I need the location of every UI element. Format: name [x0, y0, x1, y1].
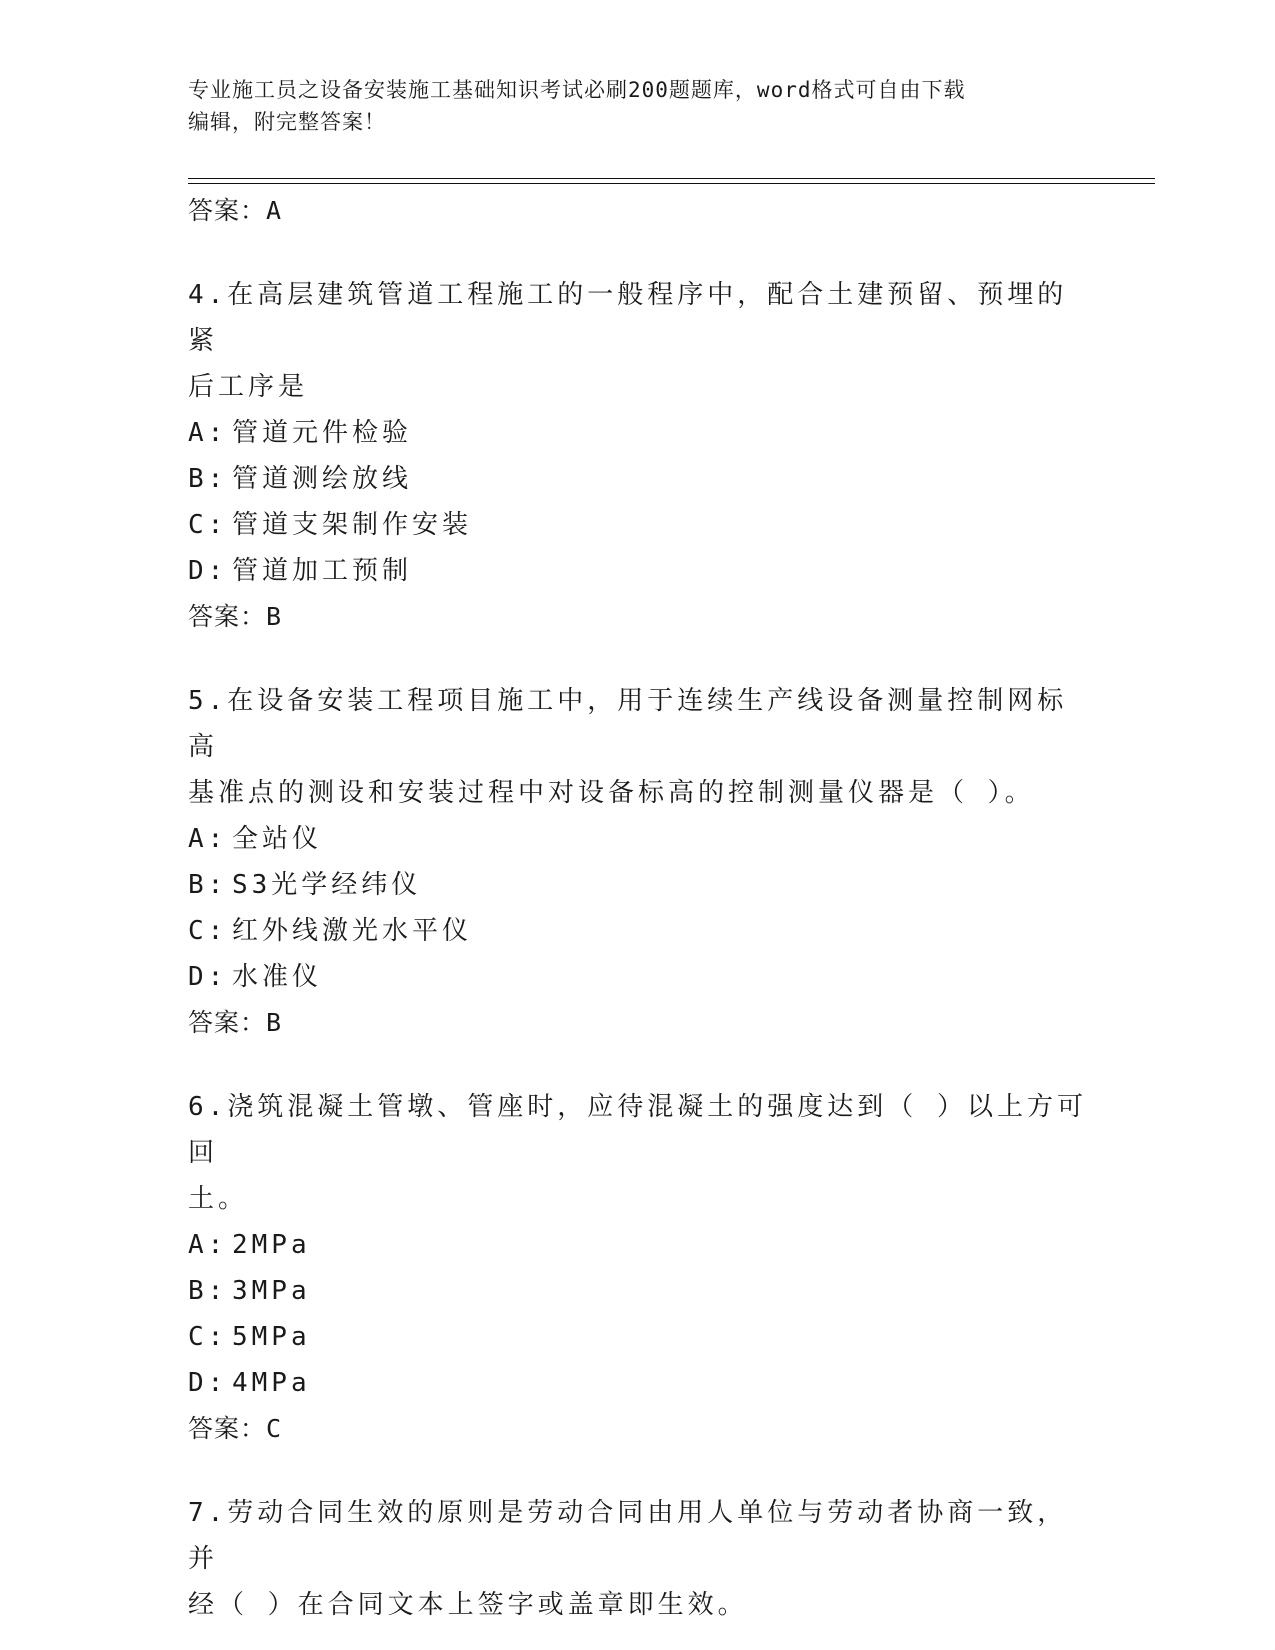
answer-line: 答案：B [188, 1008, 283, 1037]
option-a [188, 816, 1088, 862]
header-line-2: 编辑，附完整答案！ [188, 110, 386, 134]
option-letter: D: [188, 556, 228, 586]
answer-line: 答案：B [188, 602, 283, 631]
option-text: 4MPa [232, 1368, 311, 1398]
question-line-1: 6.浇筑混凝土管墩、管座时，应待混凝土的强度达到（ ）以上方可回 [188, 1092, 1087, 1168]
question-line-1: 7.劳动合同生效的原则是劳动合同由用人单位与劳动者协商一致，并 [188, 1498, 1068, 1574]
question-block [188, 678, 1088, 1046]
option-d [188, 548, 1088, 594]
header-line-1: 专业施工员之设备安装施工基础知识考试必刷200题题库，word格式可自由下载 [188, 78, 966, 102]
option-c [188, 1314, 1088, 1360]
option-text: 管道加工预制 [232, 556, 413, 586]
option-text: 全站仪 [232, 824, 323, 854]
option-text: 2MPa [232, 1230, 311, 1260]
question-block [188, 1490, 1088, 1628]
option-letter: A: [188, 824, 228, 854]
option-letter: B: [188, 1276, 228, 1306]
option-letter: B: [188, 870, 228, 900]
option-text: 3MPa [232, 1276, 311, 1306]
option-a [188, 410, 1088, 456]
option-letter: C: [188, 1322, 228, 1352]
option-a [188, 1222, 1088, 1268]
header-rule-bottom [188, 183, 1155, 184]
question-text [188, 1490, 1088, 1628]
option-text: 红外线激光水平仪 [232, 916, 473, 946]
option-c [188, 908, 1088, 954]
option-text: 管道测绘放线 [232, 464, 413, 494]
question-line-1: 4.在高层建筑管道工程施工的一般程序中，配合土建预留、预埋的紧 [188, 280, 1068, 356]
option-text: 管道元件检验 [232, 418, 413, 448]
question-block [188, 272, 1088, 640]
option-c [188, 502, 1088, 548]
question-line-1: 5.在设备安装工程项目施工中，用于连续生产线设备测量控制网标高 [188, 686, 1068, 762]
question-line-2: 土。 [188, 1184, 249, 1214]
option-letter: A: [188, 418, 228, 448]
option-letter: A: [188, 1230, 228, 1260]
question-text [188, 1084, 1088, 1222]
option-d [188, 1360, 1088, 1406]
option-d [188, 954, 1088, 1000]
question-text [188, 678, 1088, 816]
option-letter: C: [188, 916, 228, 946]
header-rule-top [188, 178, 1155, 179]
option-letter: C: [188, 510, 228, 540]
question-line-2: 经（ ）在合同文本上签字或盖章即生效。 [188, 1590, 748, 1620]
answer-line: 答案：C [188, 1414, 283, 1443]
document-body [188, 188, 1088, 1628]
option-text: 管道支架制作安装 [232, 510, 473, 540]
question-text [188, 272, 1088, 410]
option-letter: D: [188, 962, 228, 992]
question-block [188, 1084, 1088, 1452]
option-b [188, 862, 1088, 908]
option-text: S3光学经纬仪 [232, 870, 422, 900]
question-line-2: 基准点的测设和安装过程中对设备标高的控制测量仪器是（ ）。 [188, 778, 1035, 808]
option-text: 水准仪 [232, 962, 323, 992]
question-line-2: 后工序是 [188, 372, 309, 402]
document-header [188, 74, 1088, 138]
option-text: 5MPa [232, 1322, 311, 1352]
option-b [188, 456, 1088, 502]
option-letter: D: [188, 1368, 228, 1398]
option-b [188, 1268, 1088, 1314]
option-letter: B: [188, 464, 228, 494]
answer-line: 答案：A [188, 196, 283, 225]
